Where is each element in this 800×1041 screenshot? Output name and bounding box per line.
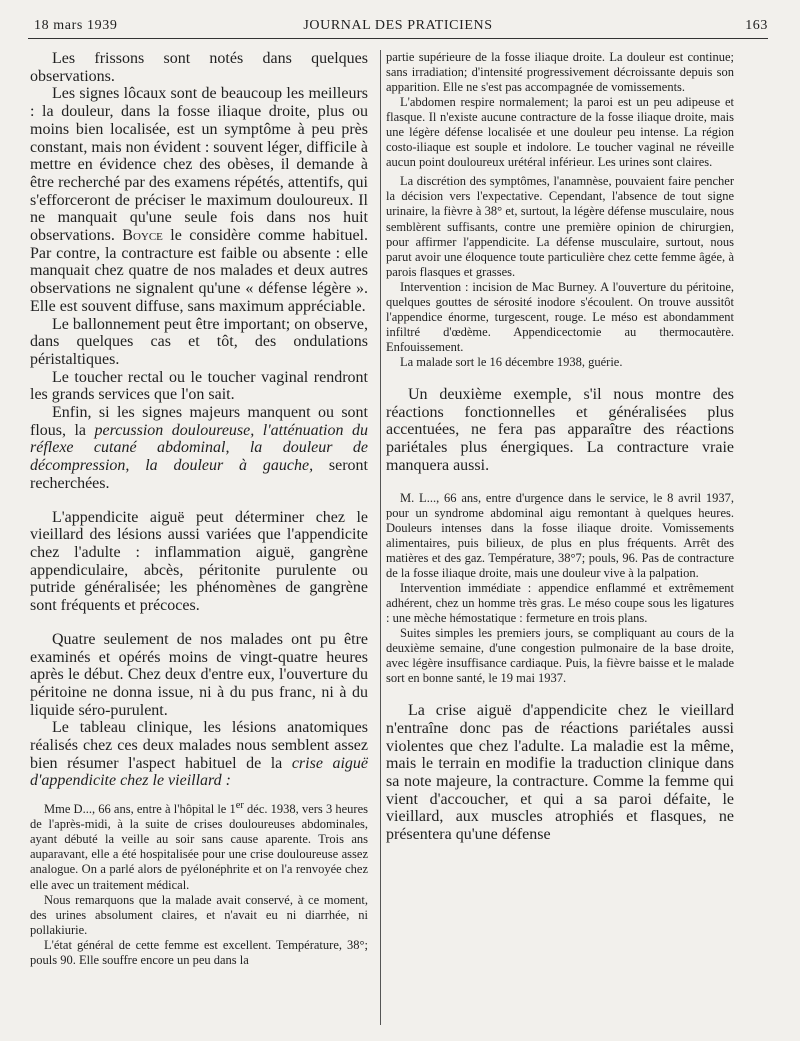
paragraph [30, 85, 368, 315]
case-report-paragraph: L'abdomen respire normalement; la paroi est un peu adipeuse et flasque. Il n'existe aucune contracture de la fosse iliaque droite, mais une légère défense localisée et une douleur peu intense. La région costo-iliaque est souple et indolore. Le toucher vaginal ne réveille aucun point douloureux urétéral inférieur. Les urines sont claires. [386, 95, 734, 170]
paragraph-text: Mme D..., 66 ans, entre à l'hôpital le 1 [44, 802, 236, 817]
case-report-paragraph: La malade sort le 16 décembre 1938, guérie. [400, 354, 623, 369]
paragraph: L'appendicite aiguë peut déterminer chez le vieillard des lésions aussi variées que l'appendicite chez l'adulte : inflammation aiguë, gangrène appendiculaire, abcès, péritonite purulente ou putride généralisée; les phénomènes de gangrène sont fréquents et précoces. [30, 508, 368, 615]
case-report-paragraph: Nous remarquons que la malade avait conservé, à ce moment, des urines absolument claires, et n'avait eu ni diarrhée, ni pollakiurie. [30, 892, 368, 937]
case-report-paragraph [30, 798, 368, 892]
italic-text: crise aiguë d'appendicite chez le vieillard : [30, 754, 368, 790]
case-report-paragraph: partie supérieure de la fosse iliaque droite. La douleur est continue; sans irradiation; d'intensité progressivement décroissante depuis son apparition. Elle ne s'est pas accompagnée de vomissements. [386, 50, 734, 95]
italic-text: percussion douloureuse, l'atténuation du réflexe cutané abdominal, la douleur de décompression, la douleur à gauche, [30, 421, 368, 475]
paragraph-text: seront recherchées. [30, 457, 368, 492]
header-rule [28, 38, 768, 39]
paragraph: Le toucher rectal ou le toucher vaginal rendront les grands services que l'on sait. [30, 368, 368, 404]
issue-date: 18 mars 1939 [34, 18, 118, 33]
paragraph: Le ballonnement peut être important; on observe, dans quelques cas et tôt, des ondulations péristaltiques. [30, 315, 368, 368]
running-header [28, 14, 768, 38]
case-report-paragraph: Intervention : incision de Mac Burney. A l'ouverture du péritoine, quelques gouttes de sérosité inodore s'écoulent. On trouve aussitôt l'appendice énorme, turgescent, rouge. Le méso est abondamment infiltré d'œdème. Appendicectomie au thermocautère. Enfouissement. [386, 279, 734, 354]
journal-title: JOURNAL DES PRATICIENS [303, 18, 493, 33]
case-report-paragraph: M. L..., 66 ans, entre d'urgence dans le service, le 8 avril 1937, pour un syndrome abdominal aigu remontant à quelques heures. Douleurs intenses dans la fosse iliaque droite. Vomissements alimentaires, puis bilieux, de plus en plus fréquents. Arrêt des matières et des gaz. Température, 38°7; pouls, 96. Pas de contracture de la fosse iliaque droite, mais une douleur vive à la palpation. [386, 490, 734, 580]
left-column [30, 50, 368, 968]
case-report-paragraph: Suites simples les premiers jours, se compliquant au cours de la deuxième semaine, d'une congestion pulmonaire de la base droite, avec légère insuffisance cardiaque. Puis, la fièvre baisse et le malade sort en bonne santé, le 19 mai 1937. [386, 625, 734, 686]
paragraph-text: Les signes lôcaux sont de beaucoup les meilleurs : la douleur, dans la fosse iliaque droite, plus ou moins bien localisée, est un symptôme à peu près constant, mais non évident : souvent léger, difficile à mettre en évidence chez des obèses, il demande à être recherché par des examens répétés, attentifs, qui s'efforceront de préciser le maximum douloureux. Il ne manquait qu'une seule fois dans nos huit observations. [30, 85, 368, 245]
author-name: Boyce [122, 227, 163, 245]
case-report-paragraph: Intervention immédiate : appendice enflammé et extrêmement adhérent, chez un homme très gras. Le méso coupe sous les ligatures : une mèche hémostatique : fermeture en trois plans. [386, 580, 734, 625]
right-column [386, 50, 734, 844]
paragraph-text: le considère comme habituel. Par contre, la contracture est faible ou absente : elle manquait chez quatre de nos malades et deux autres observations ne signalent qu'une « défense légère ». Elle est souvent diffuse, sans maximum appréciable. [30, 227, 369, 315]
paragraph: Les frissons sont notés dans quelques observations. [30, 50, 368, 85]
paragraph: Quatre seulement de nos malades ont pu être examinés et opérés moins de vingt-quatre heures après le début. Chez deux d'entre eux, l'ouverture du péritoine ne donna issue, ni à du pus franc, ni à du liquide séro-purulent. [30, 630, 368, 719]
paragraph-text: déc. 1938, vers 3 heures de l'après-midi, à la suite de crises douloureuses abdominales, ayant débuté la veille au soir sans cause aparente. Trois ans auparavant, elle a été hospitalisée pour une crise douloureuse assez analogue. On a parlé alors de pyélonéphrite et on l'a renvoyée chez elle avec un traitement médical. [30, 802, 368, 892]
page-number: 163 [745, 18, 768, 33]
case-report-paragraph: L'état général de cette femme est excellent. Température, 38°; pouls 90. Elle souffre encore un peu dans la [30, 937, 368, 967]
superscript: er [235, 800, 244, 812]
paragraph-text: Enfin, si les signes majeurs manquent ou sont flous, la [30, 404, 368, 439]
paragraph-text: Le tableau clinique, les lésions anatomiques réalisés chez ces deux malades nous semblent assez bien résumer l'aspect habituel de la [30, 719, 368, 772]
case-report-paragraph: La discrétion des symptômes, l'anamnèse, pouvaient faire pencher la décision vers l'expectative. Cependant, l'absence de tout signe urinaire, la fièvre à 38° et, surtout, la légère défense musculaire, nous semblèrent suffisants, contre une première opinion de chirurgien, pour affirmer l'appendicite. La défense musculaire, surtout, nous parut avoir une éloquence toute particulière chez cette femme âgée, à parois flasques et grasses. [386, 174, 734, 279]
paragraph: Un deuxième exemple, s'il nous montre des réactions fonctionnelles et généralisées plus accentuées, ne fera pas apparaître des réactions pariétales plus énergiques. La contracture vraie manquera aussi. [386, 385, 734, 474]
paragraph: La crise aiguë d'appendicite chez le vieillard n'entraîne donc pas de réactions pariétales aussi violentes que chez l'adulte. La maladie est la même, mais le terrain en modifie la traduction clinique dans sa note majeure, la contracture. Comme la femme qui vient d'accoucher, et qui a sa paroi défaite, le vieillard, aux muscles atrophiés et flasques, ne présentera qu'une défense [386, 702, 734, 844]
paragraph [30, 404, 368, 493]
column-divider [380, 50, 381, 1025]
paragraph [30, 719, 368, 790]
